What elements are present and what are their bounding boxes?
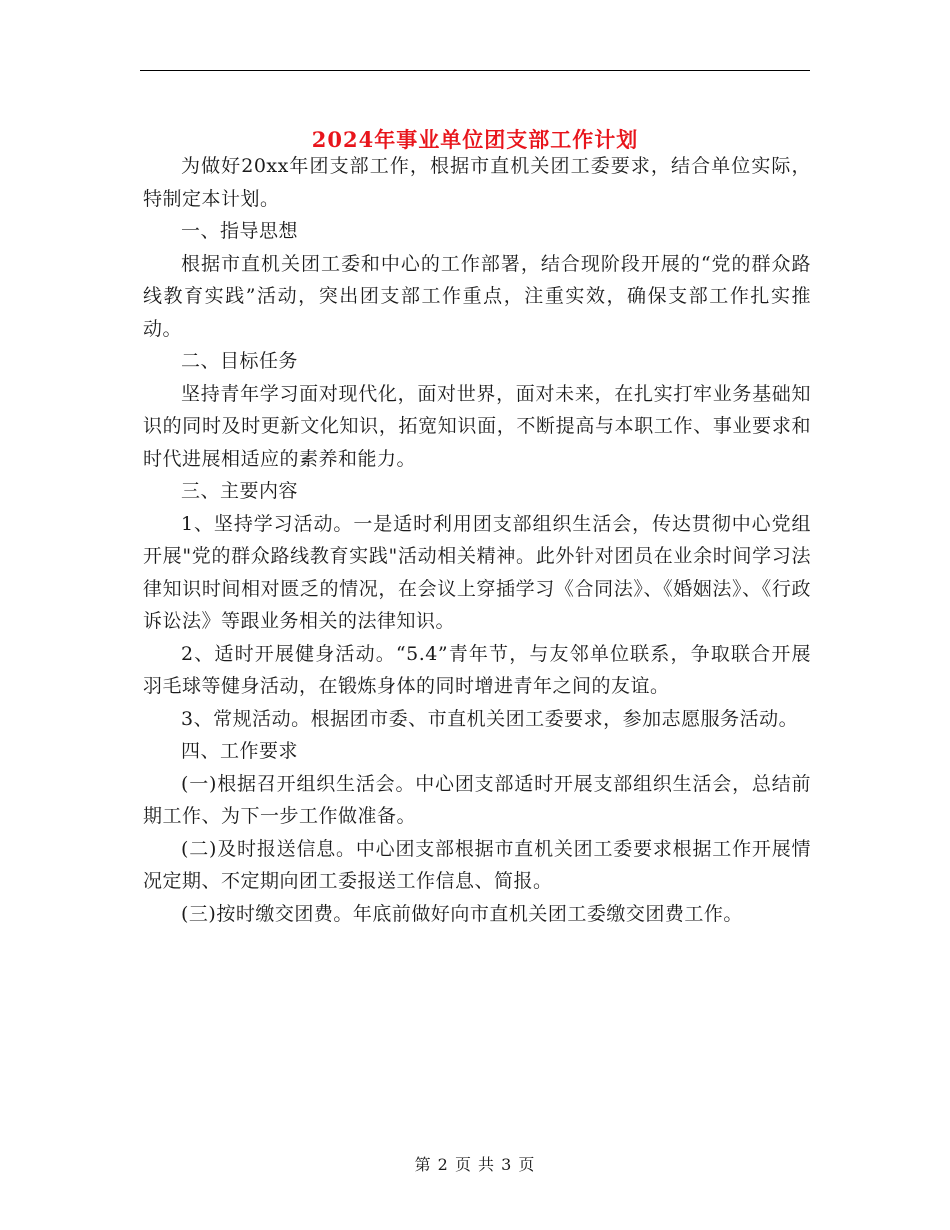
content-item-fitness: 2、适时开展健身活动。“5.4”青年节，与友邻单位联系，争取联合开展羽毛球等健身活动，在锻炼身体的同时增进青年之间的友谊。: [143, 642, 811, 697]
document-title: 2024年事业单位团支部工作计划: [311, 127, 639, 153]
section-heading-goals: 二、目标任务: [181, 350, 299, 372]
document-body: [143, 150, 811, 930]
requirement-item-reporting: (二)及时报送信息。中心团支部根据市直机关团工委要求根据工作开展情况定期、不定期向团工委报送工作信息、简报。: [143, 837, 811, 892]
content-item-routine: 3、常规活动。根据团市委、市直机关团工委要求，参加志愿服务活动。: [181, 707, 799, 730]
requirement-item-dues: (三)按时缴交团费。年底前做好向市直机关团工委缴交团费工作。: [181, 902, 743, 925]
section-heading-requirements: 四、工作要求: [181, 740, 299, 762]
section-heading-main-content: 三、主要内容: [181, 480, 299, 502]
page-footer: 第 2 页 共 3 页: [414, 1155, 536, 1174]
header-rule: [140, 70, 810, 71]
intro-paragraph: 为做好20xx年团支部工作，根据市直机关团工委要求，结合单位实际，特制定本计划。: [143, 155, 811, 210]
guiding-thought-paragraph: 根据市直机关团工委和中心的工作部署，结合现阶段开展的“党的群众路线教育实践”活动，突出团支部工作重点，注重实效，确保支部工作扎实推动。: [143, 252, 811, 340]
goals-paragraph: 坚持青年学习面对现代化，面对世界，面对未来，在扎实打牢业务基础知识的同时及时更新文化知识，拓宽知识面，不断提高与本职工作、事业要求和时代进展相适应的素养和能力。: [143, 382, 811, 470]
requirement-item-meetings: (一)根据召开组织生活会。中心团支部适时开展支部组织生活会，总结前期工作、为下一步工作做准备。: [143, 772, 811, 827]
section-heading-guiding-thought: 一、指导思想: [181, 220, 299, 242]
content-item-study: 1、坚持学习活动。一是适时利用团支部组织生活会，传达贯彻中心党组开展"党的群众路线教育实践"活动相关精神。此外针对团员在业余时间学习法律知识时间相对匮乏的情况，在会议上穿插学习《合同法》、《婚姻法》、《行政诉讼法》等跟业务相关的法律知识。: [143, 512, 811, 632]
